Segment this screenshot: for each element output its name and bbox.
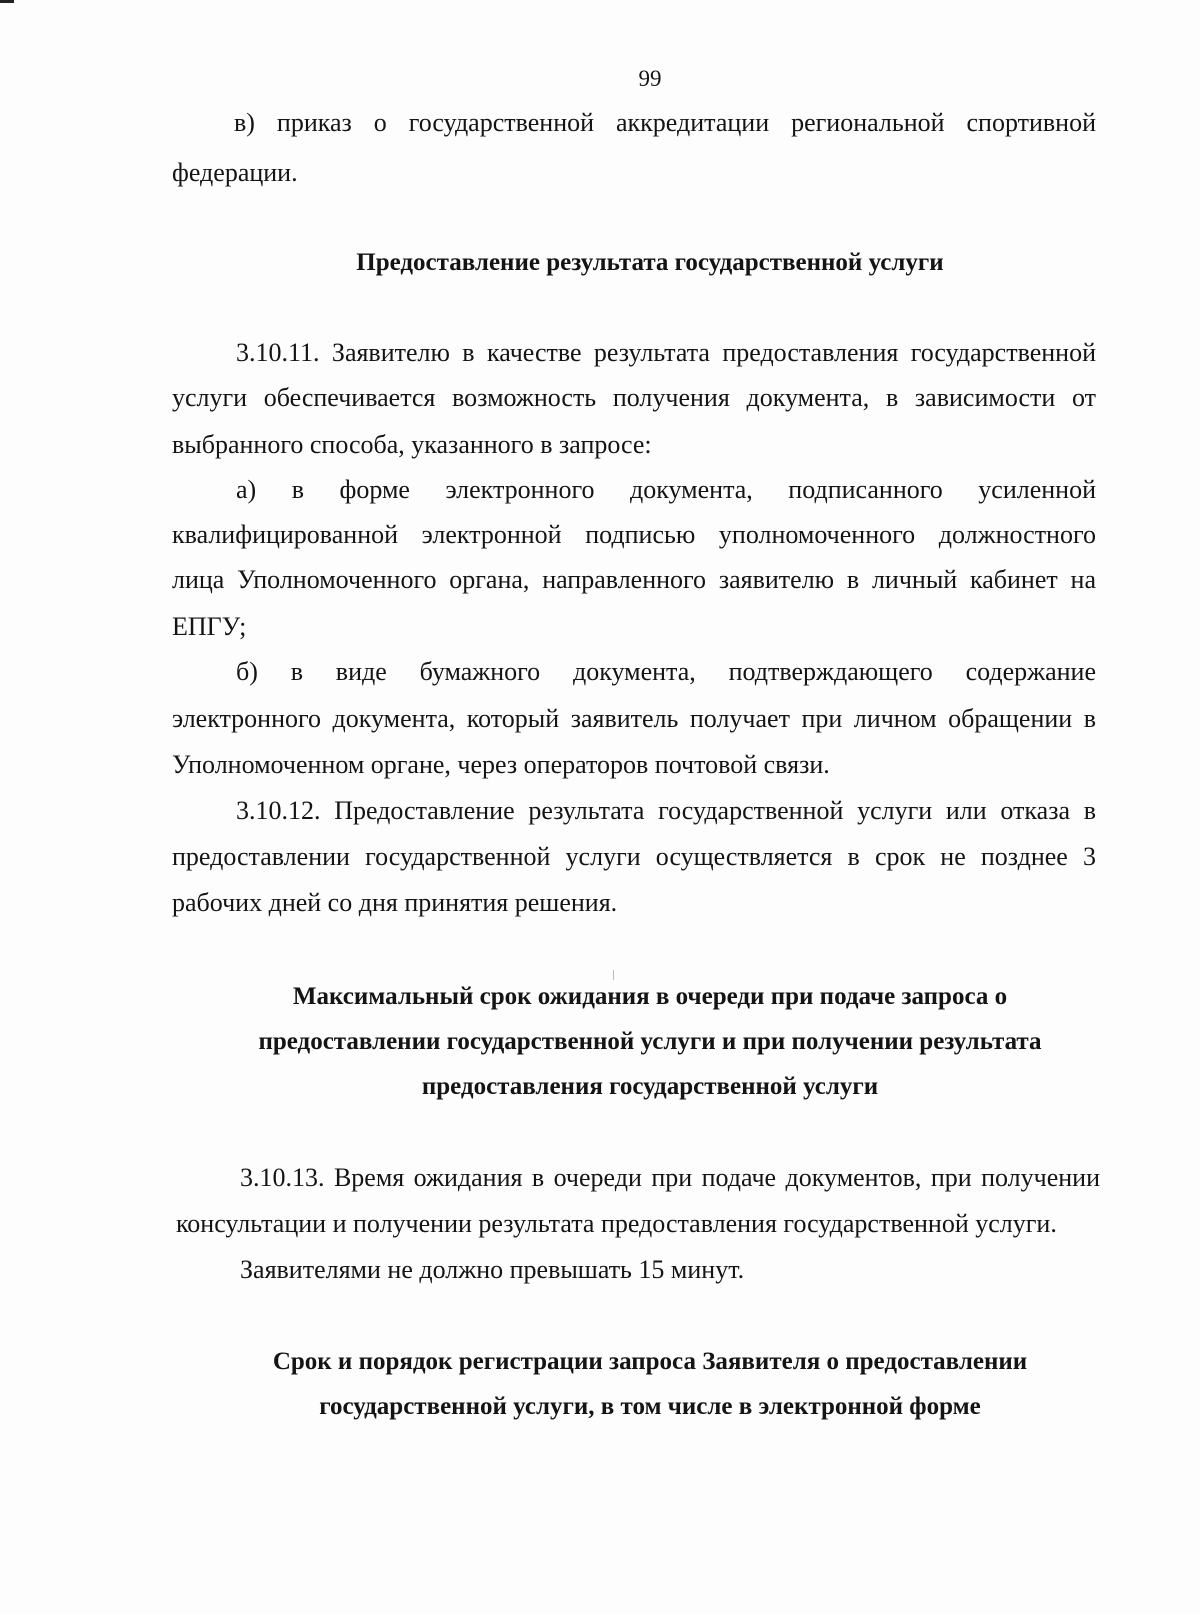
section-heading-queue-line-1: Максимальный срок ожидания в очереди при подаче запроса о [292, 983, 1008, 1010]
para-a-line-4: ЕПГУ; [172, 612, 247, 641]
section-heading-queue-line-2: предоставлении государственной услуги и при получении результата [258, 1028, 1042, 1055]
para-a-line-2: квалифицированной электронной подписью уполномоченного должностного [172, 520, 1096, 549]
section-heading-queue-line-3: предоставления государственной услуги [421, 1073, 879, 1100]
page-number: 99 [638, 66, 662, 91]
para-31011-line-3: выбранного способа, указанного в запросе: [172, 430, 652, 459]
scan-speck [613, 970, 614, 980]
para-31012-line-1: 3.10.12. Предоставление результата государственной услуги или отказа в [236, 796, 1096, 825]
para-31011-line-1: 3.10.11. Заявителю в качестве результата предоставления государственной [236, 338, 1096, 367]
para-v-line-1: в) приказ о государственной аккредитации региональной спортивной [234, 108, 1096, 137]
para-a-line-3: лица Уполномоченного органа, направленного заявителю в личный кабинет на [172, 565, 1096, 594]
para-31012-line-3: рабочих дней со дня принятия решения. [172, 888, 618, 917]
para-31013-line-2: консультации и получении результата предоставления государственной услуги. [176, 1209, 1057, 1238]
scan-corner-mark [0, 0, 14, 3]
para-v-line-2: федерации. [172, 158, 298, 187]
para-31012-line-2: предоставлении государственной услуги осуществляется в срок не позднее 3 [172, 842, 1096, 871]
para-31013-line-1: 3.10.13. Время ожидания в очереди при подаче документов, при получении [240, 1163, 1100, 1192]
para-a-line-1: а) в форме электронного документа, подписанного усиленной [236, 475, 1096, 504]
section-heading-registration-line-1: Срок и порядок регистрации запроса Заявителя о предоставлении [272, 1348, 1028, 1375]
para-b-line-1: б) в виде бумажного документа, подтверждающего содержание [236, 657, 1096, 686]
section-heading-result: Предоставление результата государственной услуги [356, 249, 944, 276]
para-31011-line-2: услуги обеспечивается возможность получения документа, в зависимости от [172, 383, 1096, 412]
section-heading-registration-line-2: государственной услуги, в том числе в электронной форме [319, 1393, 981, 1420]
para-31013-line-3: Заявителями не должно превышать 15 минут. [240, 1255, 745, 1284]
para-b-line-2: электронного документа, который заявитель получает при личном обращении в [172, 704, 1096, 733]
para-b-line-3: Уполномоченном органе, через операторов почтовой связи. [172, 750, 830, 779]
